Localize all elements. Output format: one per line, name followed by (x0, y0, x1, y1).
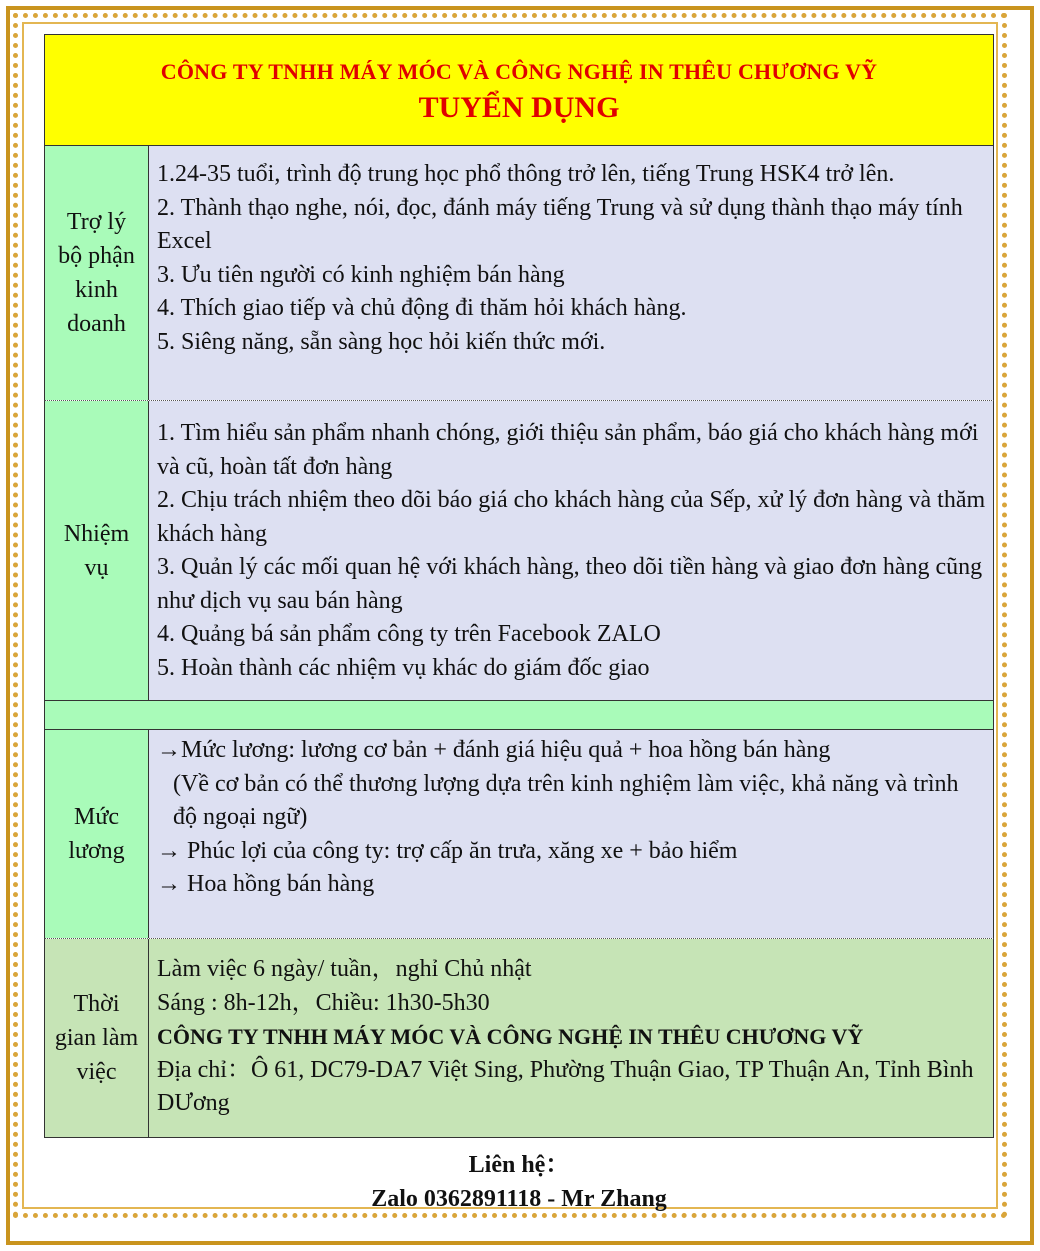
duty-item: 3. Quản lý các mối quan hệ với khách hàng, theo dõi tiền hàng và giao đơn hàng cũng như dịch vụ sau bán hàng (157, 554, 983, 614)
label-line: Mức (74, 804, 119, 830)
contact-label: Liên hệ： (468, 1152, 570, 1178)
duties-content (149, 401, 993, 700)
salary-content (149, 730, 993, 938)
label-line: gian làm (54, 1025, 139, 1051)
label-line: Nhiệm (63, 520, 130, 547)
salary-label (45, 730, 149, 938)
worktime-label (45, 939, 149, 1137)
worktime-content (149, 939, 993, 1137)
requirements-content (149, 146, 993, 400)
contact-info: Zalo 0362891118 - Mr Zhang (371, 1186, 667, 1212)
requirement-item: 2. Thành thạo nghe, nói, đọc, đánh máy tiếng Trung và sử dụng thành thạo máy tính Excel (157, 194, 963, 254)
spacer-row (44, 700, 994, 730)
duties-label (45, 401, 149, 700)
duty-item: 2. Chịu trách nhiệm theo dõi báo giá cho khách hàng của Sếp, xử lý đơn hàng và thăm khách hàng (157, 487, 986, 547)
label-line: lương (68, 838, 125, 864)
requirements-label (45, 146, 149, 400)
salary-item: →Mức lương: lương cơ bản + đánh giá hiệu quả + hoa hồng bán hàng (157, 737, 831, 763)
requirement-item: 5. Siêng năng, sẵn sàng học hỏi kiến thức mới. (157, 328, 606, 355)
requirement-item: 1.24-35 tuổi, trình độ trung học phổ thông trở lên, tiếng Trung HSK4 trở lên. (157, 161, 895, 187)
company-name: CÔNG TY TNHH MÁY MÓC VÀ CÔNG NGHỆ IN THÊU CHƯƠNG VỸ (160, 59, 878, 84)
label-line: bộ phận (58, 243, 135, 269)
duties-row (44, 400, 994, 700)
company-name-footer: CÔNG TY TNHH MÁY MÓC VÀ CÔNG NGHỆ IN THÊU CHƯƠNG VỸ (157, 1024, 864, 1049)
duty-item: 5. Hoàn thành các nhiệm vụ khác do giám đốc giao (157, 654, 650, 681)
label-line: doanh (67, 311, 126, 337)
salary-item: → Hoa hồng bán hàng (157, 871, 375, 897)
label-line: Thời (73, 991, 120, 1017)
requirement-item: 3. Ưu tiên người có kinh nghiệm bán hàng (157, 261, 565, 288)
label-line: việc (76, 1059, 117, 1085)
worktime-row (44, 938, 994, 1138)
salary-item: → Phúc lợi của công ty: trợ cấp ăn trưa, xăng xe + bảo hiểm (157, 837, 738, 864)
job-posting-table (44, 34, 994, 1138)
header (44, 34, 994, 146)
label-line: vụ (84, 554, 109, 581)
label-line: kinh (75, 277, 118, 303)
work-hours: Sáng : 8h-12h，Chiều: 1h30-5h30 (157, 989, 490, 1016)
duty-item: 4. Quảng bá sản phẩm công ty trên Facebook ZALO (157, 621, 661, 647)
contact-footer (44, 1148, 994, 1216)
requirements-row (44, 146, 994, 400)
duty-item: 1. Tìm hiểu sản phẩm nhanh chóng, giới thiệu sản phẩm, báo giá cho khách hàng mới và cũ, hoàn tất đơn hàng (157, 420, 979, 480)
salary-note: (Về cơ bản có thể thương lượng dựa trên kinh nghiệm làm việc, khả năng và trình độ ngoại ngữ) (173, 770, 959, 830)
label-line: Trợ lý (66, 209, 127, 235)
page-title: TUYỂN DỤNG (418, 91, 620, 124)
address: Địa chỉ：Ô 61, DC79-DA7 Việt Sing, Phường Thuận Giao, TP Thuận An, Tỉnh Bình DƯơng (157, 1056, 974, 1116)
requirement-item: 4. Thích giao tiếp và chủ động đi thăm hỏi khách hàng. (157, 295, 687, 321)
work-days: Làm việc 6 ngày/ tuần，nghỉ Chủ nhật (157, 956, 532, 982)
salary-row (44, 730, 994, 938)
